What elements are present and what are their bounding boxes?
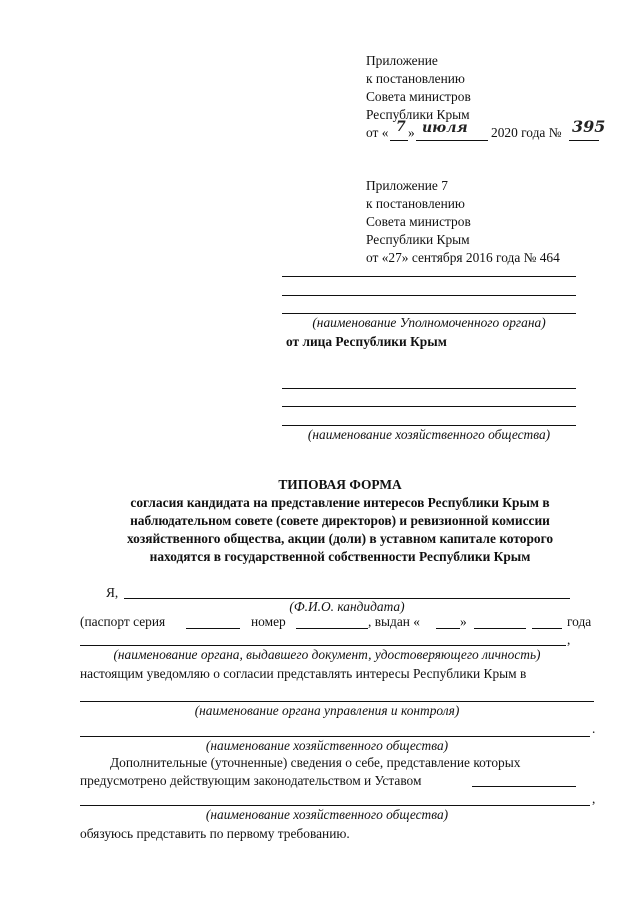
issuer-comma: , [567, 632, 571, 647]
authority-line-3 [282, 313, 576, 314]
form-subtitle-3: хозяйственного общества, акции (доли) в уставном капитале которого [126, 531, 554, 546]
amend-line-3: Совета министров [366, 89, 471, 104]
orig-line-3: Совета министров [366, 214, 471, 229]
issue-month-field[interactable] [474, 628, 526, 629]
year-label: года [567, 614, 592, 629]
extra-line-1: Дополнительные (уточненные) сведения о себе, представление которых [110, 755, 521, 770]
extra-company-field[interactable] [80, 805, 590, 806]
form-subtitle-1: согласия кандидата на представление интересов Республики Крым в [130, 495, 550, 510]
company-caption: (наименование хозяйственного общества) [307, 427, 551, 442]
company-line-1 [282, 388, 576, 389]
company-field-period: . [592, 721, 596, 736]
passport-number-field[interactable] [296, 628, 368, 629]
i-label: Я, [106, 585, 119, 600]
orig-line-4: Республики Крым [366, 232, 470, 247]
from-whom: от лица Республики Крым [286, 334, 447, 349]
amend-date-year: 2020 года № [491, 125, 562, 140]
final-line: обязуюсь представить по первому требованию. [80, 826, 350, 841]
company-line-3 [282, 425, 576, 426]
company-caption-2: (наименование хозяйственного общества) [205, 738, 449, 753]
company-line-2 [282, 406, 576, 407]
mgmt-field[interactable] [80, 701, 594, 702]
issue-day-field[interactable] [436, 628, 460, 629]
authority-line-2 [282, 295, 576, 296]
amend-date-prefix: от « [366, 125, 389, 140]
amend-date-month: июля [422, 120, 468, 136]
orig-line-5: от «27» сентября 2016 года № 464 [366, 250, 560, 265]
consent-line: настоящим уведомляю о согласии представлять интересы Республики Крым в [80, 666, 527, 681]
amend-line-4: Республики Крым [366, 107, 470, 122]
mgmt-caption: (наименование органа управления и контроля) [194, 703, 460, 718]
form-heading: ТИПОВАЯ ФОРМА [278, 477, 402, 492]
amend-date-day: 7 [396, 119, 406, 135]
issued-close: » [460, 614, 467, 629]
company-caption-3: (наименование хозяйственного общества) [205, 807, 449, 822]
amend-month-underline [416, 140, 488, 141]
amend-date-number: 395 [572, 117, 606, 136]
issued-label: , выдан « [368, 614, 420, 629]
passport-series-field[interactable] [186, 628, 240, 629]
passport-series-label: (паспорт серия [80, 614, 166, 629]
authority-line-1 [282, 276, 576, 277]
extra-comma: , [592, 791, 596, 806]
issuer-field[interactable] [80, 645, 566, 646]
amend-line-1: Приложение [366, 53, 438, 68]
form-subtitle-2: наблюдательном совете (совете директоров) и ревизионной комиссии [130, 513, 550, 528]
charter-field[interactable] [472, 786, 576, 787]
authority-caption: (наименование Уполномоченного органа) [312, 315, 546, 330]
passport-number-label: номер [251, 614, 286, 629]
amend-number-underline [569, 140, 599, 141]
amend-line-2: к постановлению [366, 71, 465, 86]
extra-line-2: предусмотрено действующим законодательством и Уставом [80, 773, 422, 788]
fio-caption: (Ф.И.О. кандидата) [289, 599, 405, 614]
company-field[interactable] [80, 736, 590, 737]
amend-date-sep: » [408, 125, 415, 140]
amend-day-underline [390, 140, 408, 141]
orig-line-1: Приложение 7 [366, 178, 448, 193]
issue-year-field[interactable] [532, 628, 562, 629]
orig-line-2: к постановлению [366, 196, 465, 211]
form-subtitle-4: находятся в государственной собственности Республики Крым [149, 549, 531, 564]
issuer-caption: (наименование органа, выдавшего документ, удостоверяющего личность) [113, 647, 541, 662]
